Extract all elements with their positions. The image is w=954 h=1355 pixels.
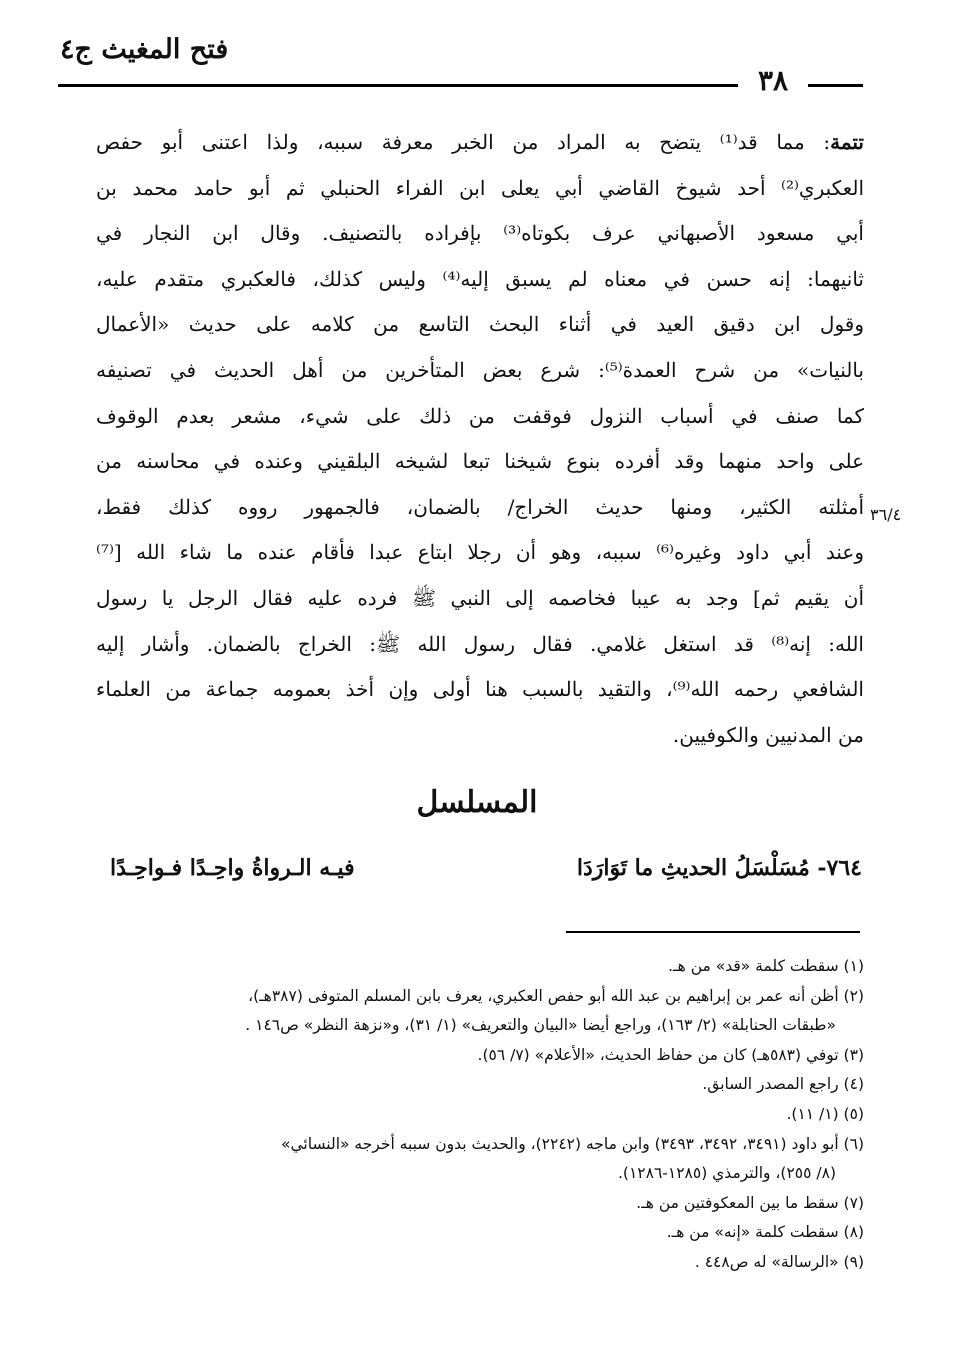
footnotes — [84, 952, 864, 1278]
verse-line — [110, 855, 862, 895]
page-number: ٣٨ — [757, 64, 789, 97]
body-line: ثانيهما: إنه حسن في معناه لم يسبق إليه⁽⁴⁾ وليس كذلك، فالعكبري متقدم عليه، — [96, 266, 864, 291]
margin-page-reference: ٣٦/٤ — [870, 505, 902, 524]
body-line: وعند أبي داود وغيره⁽⁶⁾ سببه، وهو أن رجلا ابتاع عبدا فأقام عنده ما شاء الله [⁽⁷⁾ — [96, 540, 864, 565]
body-line: الشافعي رحمه الله⁽⁹⁾، والتقيد بالسبب هنا أولى وإن أخذ بعمومه جماعة من العلماء — [96, 677, 864, 702]
footnote: (٣) توفي (٥٨٣هـ) كان من حفاظ الحديث، «الأعلام» (٧/ ٥٦). — [477, 1045, 864, 1064]
body-line: من المدنيين والكوفيين. — [672, 722, 864, 747]
footnote: (٦) أبو داود (٣٤٩١، ٣٤٩٢، ٣٤٩٣) وابن ماجه (٢٢٤٢)، والحديث بدون سببه أخرجه «النسائي» — [281, 1134, 864, 1153]
body-line: كما صنف في أسباب النزول فوقفت من ذلك على شيء، مشعر بعدم الوقوف — [96, 403, 864, 428]
body-line: على واحد منهما وقد أفرده بنوع شيخنا تبعا لشيخه البلقيني وعنده في محاسنه من — [96, 449, 864, 474]
footnote: (٥) (١/ ١١). — [786, 1104, 864, 1123]
footnote: (١) سقطت كلمة «قد» من هـ. — [668, 957, 864, 975]
body-line: أبي مسعود الأصبهاني عرف بكوتاه⁽³⁾ بإفراده بالتصنيف. وقال ابن النجار في — [96, 221, 864, 246]
verse-first-hemistich: ٧٦٤- مُسَلْسَلُ الحديثِ ما تَوَارَدَا — [576, 855, 862, 881]
body-line: وقول ابن دقيق العيد في أثناء البحث التاسع من كلامه على حديث «الأعمال — [96, 312, 864, 337]
lead-word: تتمة — [830, 130, 864, 154]
body-line: أمثلته الكثير، ومنها حديث الخراج/ بالضمان، فالجمهور رووه كذلك فقط، — [96, 494, 864, 519]
footnote: (٤) راجع المصدر السابق. — [702, 1075, 864, 1094]
body-line: أن يقيم ثم] وجد به عيبا فخاصمه إلى النبي ﷺ فرده عليه فقال الرجل يا رسول — [96, 585, 864, 610]
footnote: (٩) «الرسالة» له ص٤٤٨ . — [694, 1252, 864, 1271]
footnote: (٢) أظن أنه عمر بن إبراهيم بن عبد الله أبو حفص العكبري، يعرف بابن المسلم المتوفى (٣٨٧هـ)، — [248, 986, 864, 1005]
body-line: العكبري⁽²⁾ أحد شيوخ القاضي أبي يعلى ابن الفراء الحنبلي ثم أبو حامد محمد بن — [96, 175, 864, 200]
main-text — [96, 120, 864, 758]
footnote: (٧) سقط ما بين المعكوفتين من هـ. — [636, 1193, 864, 1212]
body-line — [96, 120, 864, 166]
footnote: (٨) سقطت كلمة «إنه» من هـ. — [666, 1223, 864, 1242]
verse-second-hemistich: فيـه الـرواةُ واحِـدًا فـواحِـدًا — [110, 855, 355, 881]
section-heading: المسلسل — [416, 785, 538, 820]
body-line: بالنيات» من شرح العمدة⁽⁵⁾: شرع بعض المتأخرين من أهل الحديث في تصنيفه — [96, 357, 864, 382]
footnote-continuation: (٨/ ٢٥٥)، والترمذي (١٢٨٥-١٢٨٦). — [618, 1164, 836, 1183]
header-rule — [58, 84, 738, 87]
body-line: الله: إنه⁽⁸⁾ قد استغل غلامي. فقال رسول الله ﷺ: الخراج بالضمان. وأشار إليه — [96, 631, 864, 656]
body-line-text: : مما قد⁽¹⁾ يتضح به المراد من الخبر معرفة سببه، ولذا اعتنى أبو حفص — [96, 130, 831, 154]
footnote-separator — [566, 931, 860, 933]
running-head-title: فتح المغيث ج٤ — [60, 34, 229, 65]
header-rule-short — [808, 84, 863, 87]
footnote-continuation: «طبقات الحنابلة» (٢/ ١٦٣)، وراجع أيضا «البيان والتعريف» (١/ ٣١)، و«نزهة النظر» ص١٤٦ . — [245, 1016, 836, 1035]
